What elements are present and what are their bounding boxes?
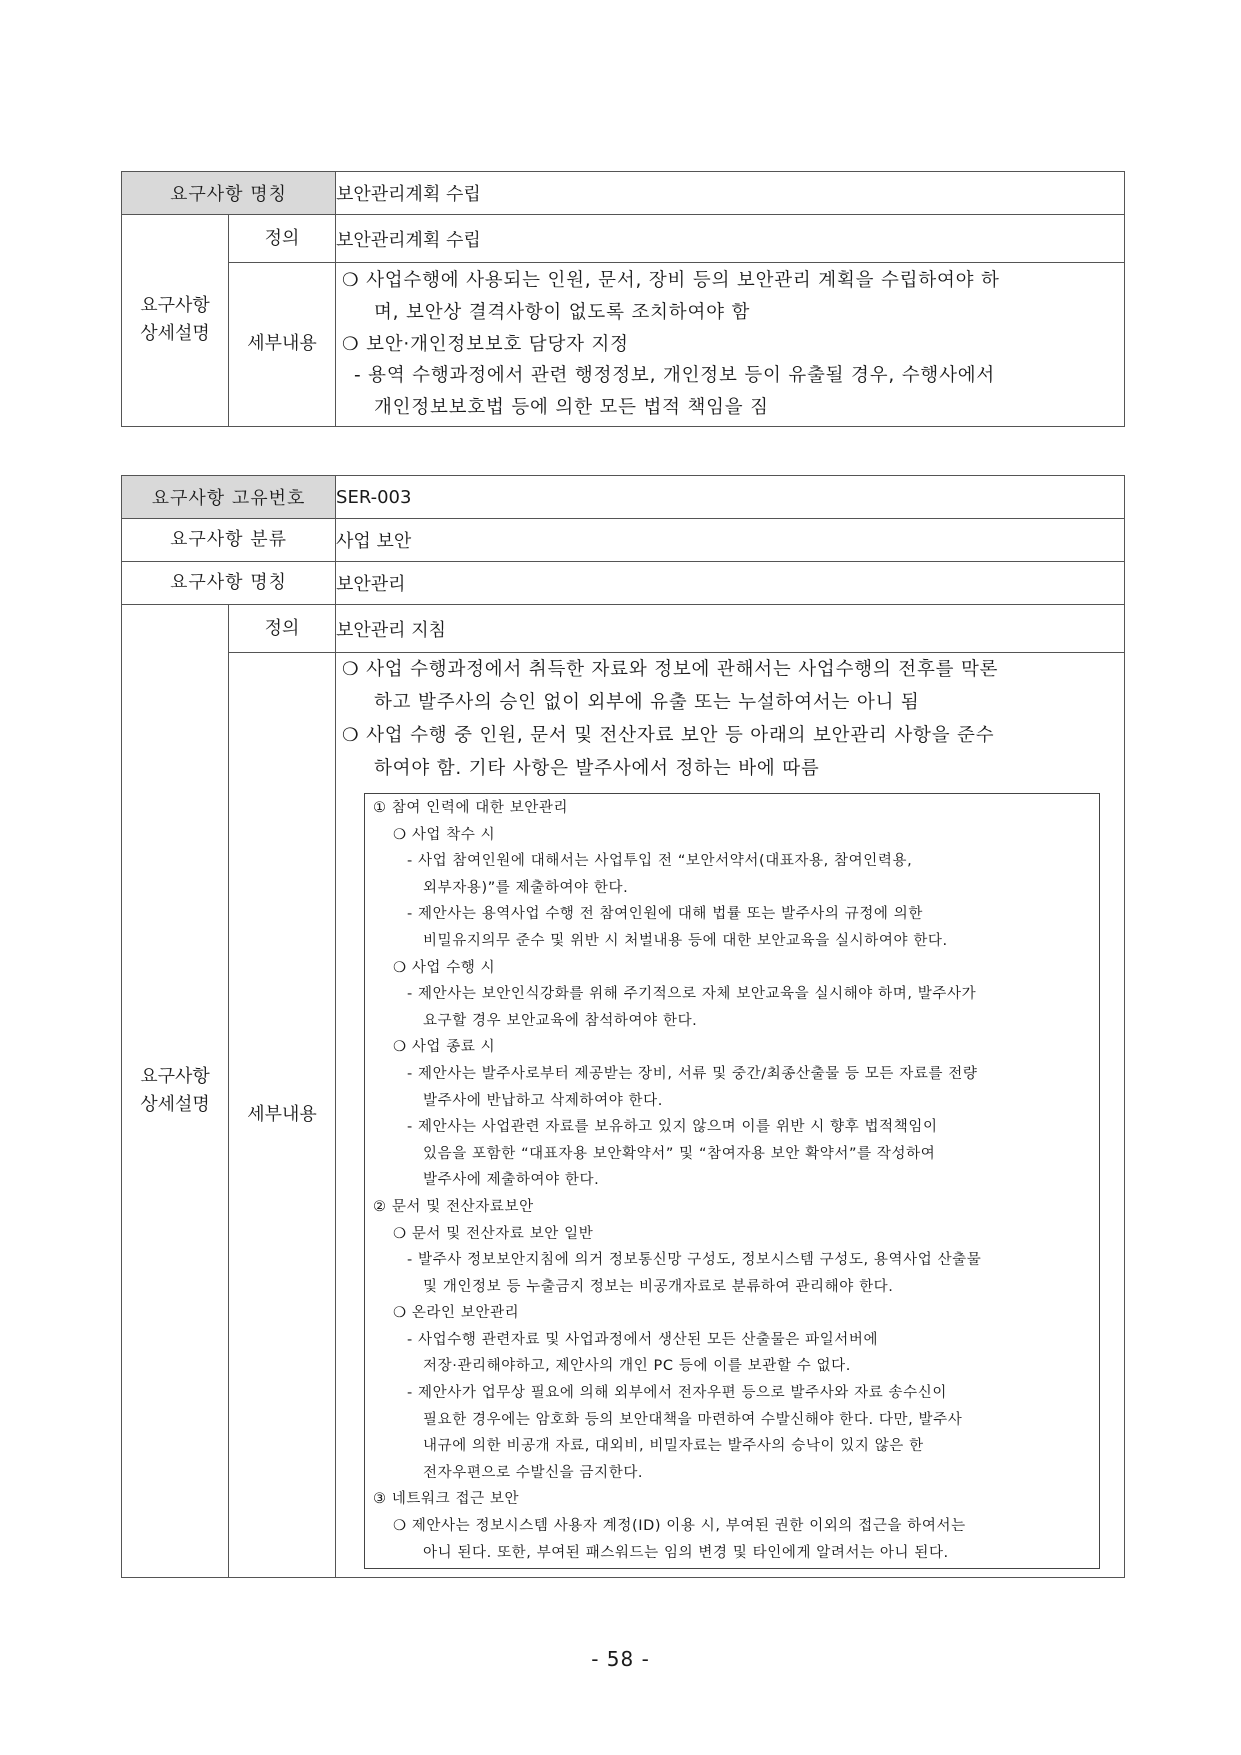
content-line: 개인정보보호법 등에 의한 모든 법적 책임을 짐 — [374, 397, 769, 419]
sub-heading: ❍ 사업 착수 시 — [393, 826, 496, 843]
content-cell — [336, 653, 1125, 1578]
definition-label: 정의 — [229, 605, 336, 653]
requirement-table-1 — [121, 171, 1125, 427]
box-line: - 제안사는 보안인식강화를 위해 주기적으로 자체 보안교육을 실시해야 하며, 발주사가 — [407, 986, 977, 1003]
name-label: 요구사항 명칭 — [122, 172, 336, 215]
id-value: SER-003 — [336, 476, 1125, 519]
box-line: 비밀유지의무 준수 및 위반 시 처벌내용 등에 대한 보안교육을 실시하여야 한다. — [423, 932, 948, 949]
category-label: 요구사항 분류 — [122, 519, 336, 562]
name-value: 보안관리 — [336, 562, 1125, 605]
detail-label: 요구사항 상세설명 — [122, 215, 229, 427]
page-number: - 58 - — [591, 1647, 650, 1671]
content-line: - 용역 수행과정에서 관련 행정정보, 개인정보 등이 유출될 경우, 수행사에서 — [354, 365, 996, 387]
id-label: 요구사항 고유번호 — [122, 476, 336, 519]
detail-label: 요구사항 상세설명 — [122, 605, 229, 1578]
box-line: - 제안사는 발주사로부터 제공받는 장비, 서류 및 중간/최종산출물 등 모든 자료를 전량 — [407, 1065, 978, 1082]
definition-label: 정의 — [229, 215, 336, 263]
content-line: ❍ 사업 수행과정에서 취득한 자료와 정보에 관해서는 사업수행의 전후를 막론 — [342, 659, 999, 680]
box-line: 저장·관리해야하고, 제안사의 개인 PC 등에 이를 보관할 수 없다. — [423, 1358, 851, 1375]
section-heading: ③ 네트워크 접근 보안 — [373, 1491, 520, 1508]
box-line: 내규에 의한 비공개 자료, 대외비, 비밀자료는 발주사의 승낙이 있지 않은 한 — [423, 1438, 924, 1455]
sub-heading: ❍ 온라인 보안관리 — [393, 1305, 520, 1322]
content-label: 세부내용 — [229, 653, 336, 1578]
sub-heading: ❍ 제안사는 정보시스템 사용자 계정(ID) 이용 시, 부여된 권한 이외의 접근을 하여서는 — [393, 1518, 966, 1535]
content-line: 며, 보안상 결격사항이 없도록 조치하여야 함 — [374, 301, 751, 323]
sub-heading: ❍ 사업 종료 시 — [393, 1039, 496, 1056]
content-line: ❍ 보안·개인정보보호 담당자 지정 — [342, 333, 629, 355]
box-line: - 사업 참여인원에 대해서는 사업투입 전 “보안서약서(대표자용, 참여인력용, — [407, 853, 913, 870]
sub-heading: ❍ 사업 수행 시 — [393, 959, 496, 976]
box-line: 있음을 포함한 “대표자용 보안확약서” 및 “참여자용 보안 확약서”를 작성하여 — [423, 1145, 936, 1162]
content-label: 세부내용 — [229, 263, 336, 427]
box-line: - 발주사 정보보안지침에 의거 정보통신망 구성도, 정보시스템 구성도, 용역사업 산출물 — [407, 1252, 982, 1269]
content-line: ❍ 사업 수행 중 인원, 문서 및 전산자료 보안 등 아래의 보안관리 사항을 준수 — [342, 725, 995, 746]
box-line: 아니 된다. 또한, 부여된 패스워드는 임의 변경 및 타인에게 알려서는 아니 된다. — [423, 1544, 949, 1561]
box-line: 발주사에 반납하고 삭제하여야 한다. — [423, 1092, 663, 1109]
box-line: - 제안사는 용역사업 수행 전 참여인원에 대해 법률 또는 발주사의 규정에 의한 — [407, 906, 923, 923]
content-cell — [336, 263, 1125, 427]
box-line: 전자우편으로 수발신을 금지한다. — [423, 1464, 644, 1481]
section-heading: ② 문서 및 전산자료보안 — [373, 1198, 534, 1215]
definition-value: 보안관리 지침 — [336, 605, 1125, 653]
content-line: ❍ 사업수행에 사용되는 인원, 문서, 장비 등의 보안관리 계획을 수립하여야 하 — [342, 270, 1000, 291]
security-guideline-box — [364, 793, 1100, 1569]
box-line: - 사업수행 관련자료 및 사업과정에서 생산된 모든 산출물은 파일서버에 — [407, 1331, 879, 1348]
definition-value: 보안관리계획 수립 — [336, 215, 1125, 263]
content-line: 하고 발주사의 승인 없이 외부에 유출 또는 누설하여서는 아니 됨 — [374, 692, 920, 713]
content-line: 하여야 함. 기타 사항은 발주사에서 정하는 바에 따름 — [374, 758, 820, 779]
box-line: - 제안사는 사업관련 자료를 보유하고 있지 않으며 이를 위반 시 향후 법적책임이 — [407, 1119, 938, 1136]
box-line: 필요한 경우에는 암호화 등의 보안대책을 마련하여 수발신해야 한다. 다만, 발주사 — [423, 1411, 963, 1428]
category-value: 사업 보안 — [336, 519, 1125, 562]
section-heading: ① 참여 인력에 대한 보안관리 — [373, 800, 569, 816]
box-line: 발주사에 제출하여야 한다. — [423, 1172, 600, 1189]
box-line: 및 개인정보 등 누출금지 정보는 비공개자료로 분류하여 관리해야 한다. — [423, 1278, 894, 1295]
requirement-table-2 — [121, 475, 1125, 1578]
box-line: 요구할 경우 보안교육에 참석하여야 한다. — [423, 1012, 698, 1029]
name-value: 보안관리계획 수립 — [336, 172, 1125, 215]
box-line: - 제안사가 업무상 필요에 의해 외부에서 전자우편 등으로 발주사와 자료 송수신이 — [407, 1385, 947, 1402]
name-label: 요구사항 명칭 — [122, 562, 336, 605]
sub-heading: ❍ 문서 및 전산자료 보안 일반 — [393, 1225, 594, 1242]
box-line: 외부자용)”를 제출하여야 한다. — [423, 879, 629, 896]
